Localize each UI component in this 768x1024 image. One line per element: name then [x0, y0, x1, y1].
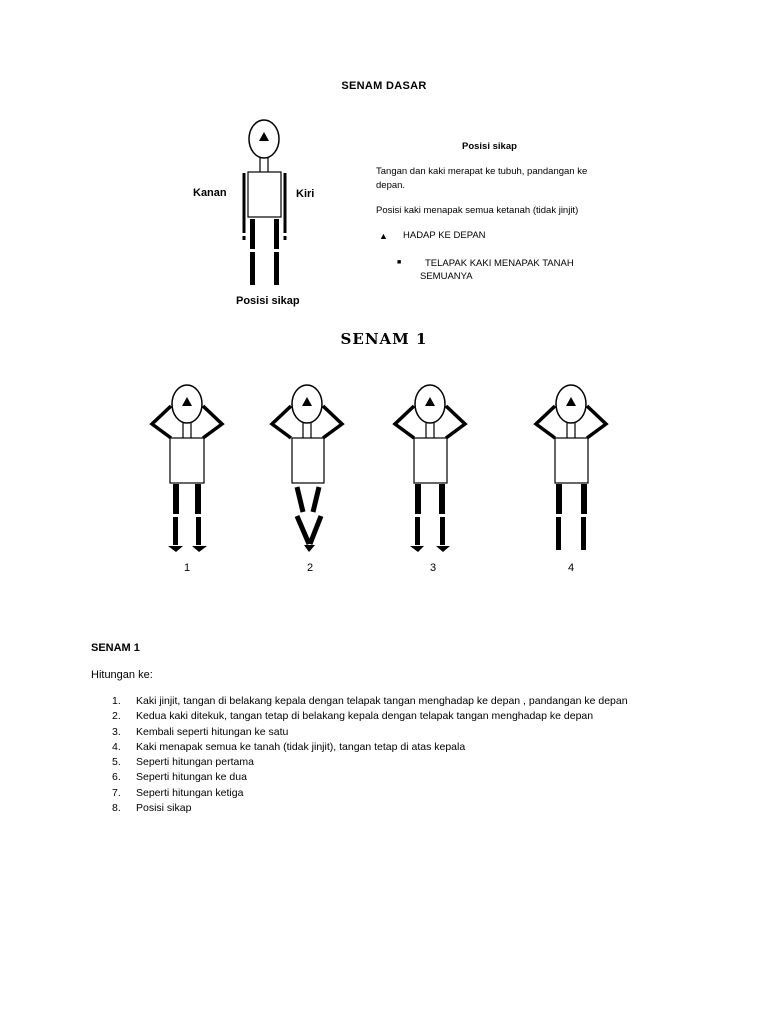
figure-number-4: 4 — [567, 562, 575, 574]
instructions-subtitle: Hitungan ke: — [91, 669, 153, 681]
left-leg-upper — [274, 219, 279, 249]
step-number: 1. — [112, 695, 121, 707]
figure-torso — [414, 438, 447, 483]
step-text: Seperti hitungan pertama — [136, 756, 254, 769]
figure-torso — [555, 438, 588, 483]
list-item — [112, 709, 628, 724]
exercise-figure-3 — [390, 380, 470, 560]
step-text: Posisi sikap — [136, 802, 192, 815]
bent-knees — [297, 487, 321, 544]
list-item — [112, 755, 628, 770]
list-item — [112, 740, 628, 755]
tiptoe-right — [168, 546, 183, 552]
step-number: 5. — [112, 756, 121, 769]
legend-telapak-a: TELAPAK KAKI MENAPAK TANAH — [425, 258, 574, 269]
info-line1b: depan. — [376, 180, 406, 191]
posture-figure — [225, 118, 305, 288]
label-kanan: Kanan — [193, 187, 227, 199]
instructions-title: SENAM 1 — [91, 642, 140, 654]
exercise-figure-4 — [531, 380, 611, 560]
figure-number-2: 2 — [306, 562, 314, 574]
list-item — [112, 694, 628, 709]
info-heading: Posisi sikap — [462, 141, 517, 152]
step-text: Kaki menapak semua ke tanah (tidak jinjit), tangan tetap di atas kepala — [136, 740, 466, 753]
figure-number-3: 3 — [429, 562, 437, 574]
step-text: Kedua kaki ditekuk, tangan tetap di belakang kepala dengan telapak tangan menghadap ke depan — [136, 710, 594, 723]
step-number: 2. — [112, 710, 121, 723]
step-text: Seperti hitungan ketiga — [136, 786, 244, 799]
legend-hadap: HADAP KE DEPAN — [403, 230, 486, 241]
figure-torso — [292, 438, 324, 483]
step-number: 3. — [112, 725, 121, 738]
tiptoe-left — [436, 546, 450, 552]
legend-telapak-b: SEMUANYA — [420, 271, 473, 282]
steps-list — [112, 694, 628, 816]
page-title: SENAM DASAR — [341, 80, 427, 92]
square-icon: ■ — [397, 259, 402, 266]
step-text: Kembali seperti hitungan ke satu — [136, 725, 289, 738]
step-number: 4. — [112, 740, 121, 753]
list-item — [112, 725, 628, 740]
tiptoe-left — [192, 546, 207, 552]
exercise-figure-2 — [267, 380, 347, 560]
step-number: 7. — [112, 786, 121, 799]
posture-caption: Posisi sikap — [236, 295, 300, 307]
figure-torso — [170, 438, 204, 483]
triangle-icon: ▲ — [379, 231, 388, 241]
figure-number-1: 1 — [183, 562, 191, 574]
info-line1a: Tangan dan kaki merapat ke tubuh, pandangan ke — [376, 166, 588, 177]
figure-torso — [248, 172, 281, 217]
info-line2: Posisi kaki menapak semua ketanah (tidak jinjit) — [376, 205, 579, 216]
list-item — [112, 801, 628, 816]
list-item — [112, 770, 628, 785]
label-kiri: Kiri — [296, 188, 315, 200]
step-number: 8. — [112, 802, 121, 815]
tiptoe-right — [410, 546, 424, 552]
right-leg-upper — [250, 219, 255, 249]
step-number: 6. — [112, 771, 121, 784]
exercise-figure-1 — [147, 380, 227, 560]
step-text: Kaki jinjit, tangan di belakang kepala dengan telapak tangan menghadap ke depan , pandangan ke depan — [136, 695, 628, 707]
step-text: Seperti hitungan ke dua — [136, 771, 247, 784]
list-item — [112, 786, 628, 801]
senam1-diagram-title: SENAM 1 — [340, 330, 428, 348]
